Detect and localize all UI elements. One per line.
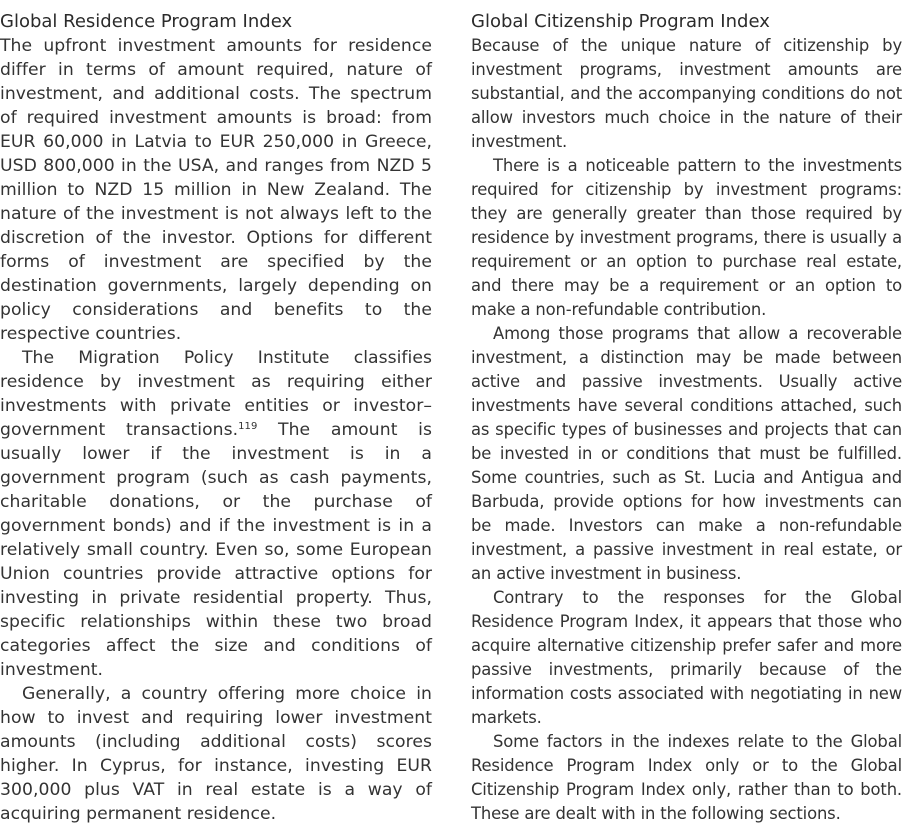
left-column — [0, 10, 432, 826]
section-heading-citizenship: Global Citizenship Program Index — [471, 11, 770, 32]
paragraph: Because of the unique nature of citizenship by investment programs, investment amounts are substantial, and the accompanying conditions do not allow investors much choice in the nature of their investment. — [471, 36, 902, 151]
footnote-ref[interactable]: 119 — [238, 421, 258, 432]
paragraph — [0, 346, 432, 682]
paragraph: Some factors in the indexes relate to the Global Residence Program Index only or to the Global Citizenship Program Index only, rather than to both. These are dealt with in the following sections. — [471, 732, 902, 823]
paragraph-text: The amount is usually lower if the investment is in a government program (such as cash payments, charitable donations, or the purchase of government bonds) and if the investment is in a relatively small country. Even so, some European Union countries provide attractive options for investing in private residential property. Thus, specific relationships within these two broad categories affect the size and conditions of investment. — [0, 420, 432, 680]
right-column — [471, 10, 902, 826]
paragraph: Contrary to the responses for the Global Residence Program Index, it appears that those who acquire alternative citizenship prefer safer and more passive investments, primarily because of the information costs associated with negotiating in new markets. — [471, 588, 902, 727]
paragraph: The upfront investment amounts for residence differ in terms of amount required, nature of investment, and additional costs. The spectrum of required investment amounts is broad: from EUR 60,000 in Latvia to EUR 250,000 in Greece, USD 800,000 in the USA, and ranges from NZD 5 million to NZD 15 million in New Zealand. The nature of the investment is not always left to the discretion of the investor. Options for different forms of investment are specified by the destination governments, largely depending on policy considerations and benefits to the respective countries. — [0, 36, 432, 344]
paragraph: Among those programs that allow a recoverable investment, a distinction may be made between active and passive investments. Usually active investments have several conditions attached, such as specific types of businesses and projects that can be invested in or conditions that must be fulfilled. Some countries, such as St. Lucia and Antigua and Barbuda, provide options for how investments can be made. Investors can make a non-refundable investment, a passive investment in real estate, or an active investment in business. — [471, 324, 902, 583]
paragraph: There is a noticeable pattern to the investments required for citizenship by investment programs: they are generally greater than those required by residence by investment programs, there is usually a requirement or an option to purchase real estate, and there may be a requirement or an option to make a non-refundable contribution. — [471, 156, 902, 319]
section-heading-residence: Global Residence Program Index — [0, 11, 293, 32]
paragraph: Generally, a country offering more choice in how to invest and requiring lower investment amounts (including additional costs) scores higher. In Cyprus, for instance, investing EUR 300,000 plus VAT in real estate is a way of acquiring permanent residence. — [0, 684, 432, 824]
paragraph-text: The Migration Policy Institute classifies residence by investment as requiring either investments with private entities or investor–government transactions. — [0, 348, 432, 440]
